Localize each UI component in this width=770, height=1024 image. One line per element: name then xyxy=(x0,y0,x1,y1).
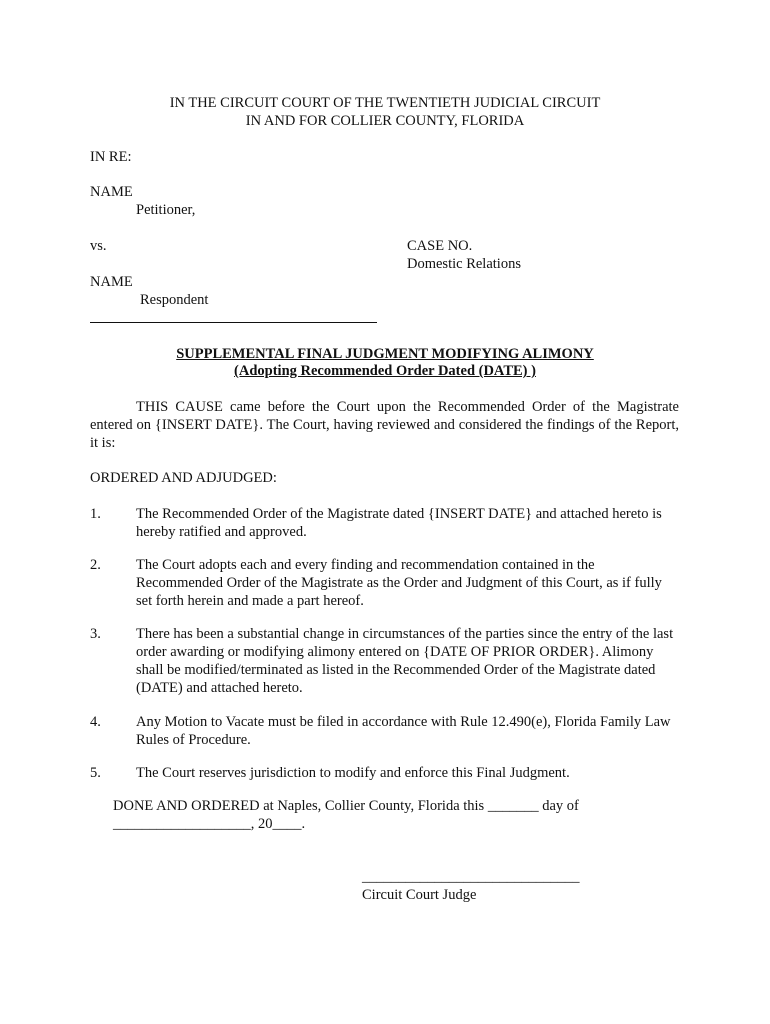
case-number-label: CASE NO. xyxy=(407,238,473,254)
respondent-name: NAME xyxy=(90,274,133,290)
item-text-4: Any Motion to Vacate must be filed in accordance with Rule 12.490(e), Florida Family Law Rules of Procedure. xyxy=(136,714,671,748)
item-text-2: The Court adopts each and every finding and recommendation contained in the Recommended Order of the Magistrate as the Order and Judgment of this Court, as if fully set forth herein and made a part hereof. xyxy=(136,557,662,609)
item-number-5: 5. xyxy=(90,765,101,781)
petitioner-label: Petitioner, xyxy=(136,202,196,218)
done-and-ordered-line2: ___________________, 20____. xyxy=(113,816,306,832)
respondent-label: Respondent xyxy=(140,292,209,308)
judgment-subtitle: (Adopting Recommended Order Dated (DATE) ) xyxy=(234,363,536,379)
item-number-1: 1. xyxy=(90,506,101,522)
court-header-line2: IN AND FOR COLLIER COUNTY, FLORIDA xyxy=(245,113,525,129)
item-text-5: The Court reserves jurisdiction to modify and enforce this Final Judgment. xyxy=(136,765,570,781)
in-re-label: IN RE: xyxy=(90,149,132,165)
caption-divider xyxy=(90,322,377,323)
court-header-line1: IN THE CIRCUIT COURT OF THE TWENTIETH JUDICIAL CIRCUIT xyxy=(169,95,601,111)
division-label: Domestic Relations xyxy=(407,256,521,272)
item-text-3: There has been a substantial change in circumstances of the parties since the entry of the last order awarding or modifying alimony entered on {DATE OF PRIOR ORDER}. Alimony shall be modified/terminated as listed in the Recommended Order of the Magistrate dated (DATE) and attached hereto. xyxy=(136,626,674,696)
petitioner-name: NAME xyxy=(90,184,133,200)
done-and-ordered-line1: DONE AND ORDERED at Naples, Collier County, Florida this _______ day of xyxy=(113,798,579,814)
ordered-heading: ORDERED AND ADJUDGED: xyxy=(90,470,277,486)
intro-paragraph: THIS CAUSE came before the Court upon the Recommended Order of the Magistrate entered on {INSERT DATE}. The Court, having reviewed and considered the findings of the Report, it is: xyxy=(90,399,679,451)
item-number-4: 4. xyxy=(90,714,101,730)
judge-signature-label: Circuit Court Judge xyxy=(362,887,477,903)
item-text-1: The Recommended Order of the Magistrate dated {INSERT DATE} and attached hereto is hereby ratified and approved. xyxy=(136,506,662,540)
item-number-3: 3. xyxy=(90,626,101,642)
judgment-title: SUPPLEMENTAL FINAL JUDGMENT MODIFYING ALIMONY xyxy=(176,346,594,362)
versus-label: vs. xyxy=(90,238,107,254)
judge-signature-line: ______________________________ xyxy=(362,869,580,885)
item-number-2: 2. xyxy=(90,557,101,573)
